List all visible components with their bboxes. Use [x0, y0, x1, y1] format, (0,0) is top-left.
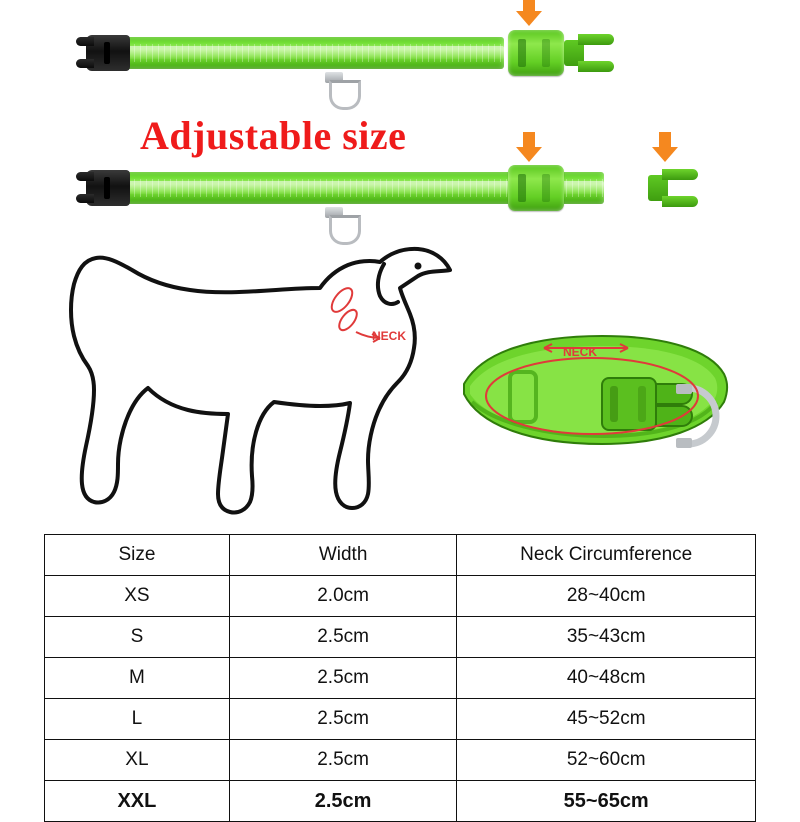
size-chart-table — [44, 534, 756, 822]
neck-label-photo: NECK — [563, 345, 598, 359]
table-row — [45, 740, 756, 781]
cell-width: 2.5cm — [229, 781, 457, 822]
dog-outline-svg — [40, 232, 470, 522]
column-header-size: Size — [45, 535, 230, 576]
cell-size: M — [45, 658, 230, 699]
buckle-female-icon — [508, 165, 564, 211]
table-row — [45, 699, 756, 740]
buckle-female-icon — [508, 30, 564, 76]
cell-size: L — [45, 699, 230, 740]
cell-neck: 40~48cm — [457, 658, 756, 699]
strap-texture — [104, 44, 504, 62]
page-title: Adjustable size — [140, 113, 407, 158]
column-header-width: Width — [229, 535, 457, 576]
end-clip-icon — [78, 32, 130, 74]
neck-label-dog: NECK — [372, 329, 407, 343]
table-row — [45, 658, 756, 699]
cell-neck: 52~60cm — [457, 740, 756, 781]
dog-outline-illustration — [40, 232, 470, 522]
collar-closeup-svg — [452, 318, 762, 508]
table-header-row — [45, 535, 756, 576]
collar-closeup-illustration — [452, 318, 762, 508]
table-row — [45, 781, 756, 822]
table-row — [45, 617, 756, 658]
cell-neck: 35~43cm — [457, 617, 756, 658]
cell-neck: 55~65cm — [457, 781, 756, 822]
cell-width: 2.5cm — [229, 658, 457, 699]
cell-size: S — [45, 617, 230, 658]
cell-neck: 28~40cm — [457, 576, 756, 617]
cell-size: XXL — [45, 781, 230, 822]
end-clip-icon — [78, 167, 130, 209]
cell-size: XL — [45, 740, 230, 781]
cell-size: XS — [45, 576, 230, 617]
cell-width: 2.0cm — [229, 576, 457, 617]
buckle-male-icon — [648, 169, 698, 207]
cell-width: 2.5cm — [229, 699, 457, 740]
collar-strap — [104, 37, 504, 69]
collar-image-long — [78, 165, 724, 211]
table-row — [45, 576, 756, 617]
buckle-male-icon — [564, 34, 614, 72]
cell-width: 2.5cm — [229, 740, 457, 781]
cell-width: 2.5cm — [229, 617, 457, 658]
d-ring-icon — [329, 80, 361, 110]
collar-image-short — [78, 30, 624, 76]
cell-neck: 45~52cm — [457, 699, 756, 740]
column-header-neck: Neck Circumference — [457, 535, 756, 576]
